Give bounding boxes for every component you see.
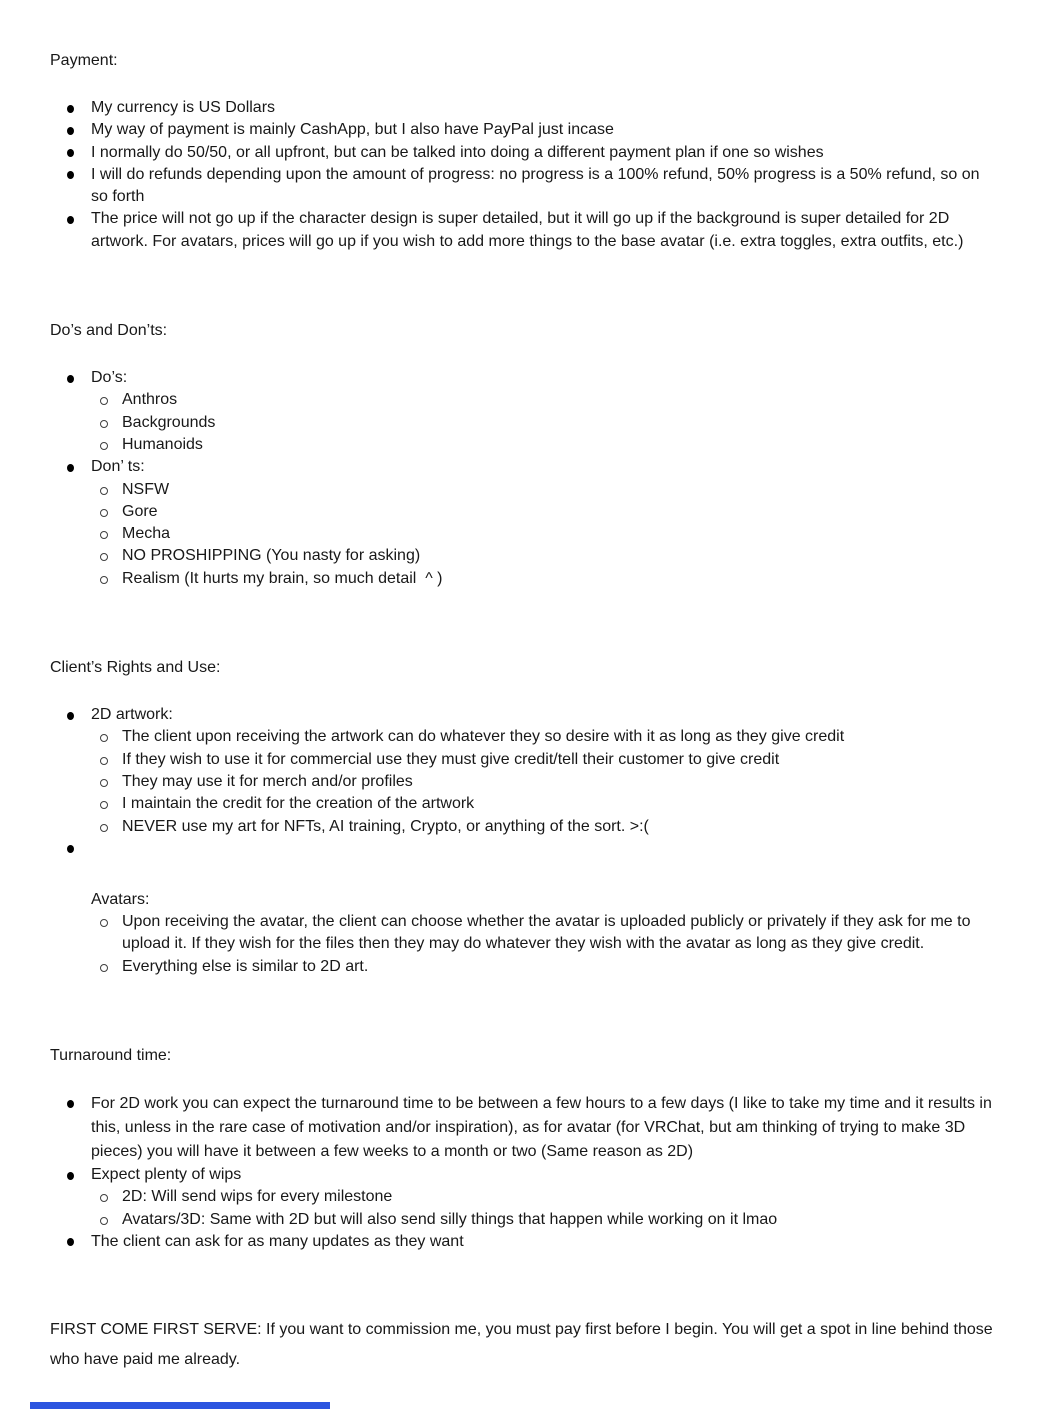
bullet-icon (67, 171, 74, 179)
bullet-icon (67, 216, 74, 224)
bullet-icon (67, 1172, 74, 1180)
sub-bullet-list (91, 389, 995, 456)
sub-list-item-text: NEVER use my art for NFTs, AI training, Crypto, or anything of the sort. >:( (122, 817, 649, 835)
hollow-bullet-icon (100, 1194, 108, 1202)
empty-list-item (50, 838, 995, 860)
bullet-list (50, 1092, 995, 1253)
list-item (50, 142, 995, 164)
sub-list-item-text: Backgrounds (122, 413, 216, 431)
list-item-text: Expect plenty of wips (91, 1166, 242, 1184)
bullet-list (50, 97, 995, 253)
list-item-text: The price will not go up if the character design is super detailed, but it will go up if the background is super detailed for 2D artwork. For avatars, prices will go up if you wish to add more things to the base avatar (i.e. extra toggles, extra outfits, etc.) (91, 210, 964, 250)
hollow-bullet-icon (100, 442, 108, 450)
bullet-icon (67, 845, 74, 853)
sub-list-item-text: Avatars/3D: Same with 2D but will also send silly things that happen while working on it lmao (122, 1210, 778, 1228)
list-item (50, 97, 995, 119)
sub-list-item (91, 771, 995, 793)
list-item-text: I normally do 50/50, or all upfront, but can be talked into doing a different payment plan if one so wishes (91, 143, 824, 161)
hollow-bullet-icon (100, 531, 108, 539)
section-heading: Do’s and Don’ts: (50, 322, 168, 340)
list-item (50, 704, 995, 838)
sub-list-item-text: Everything else is similar to 2D art. (122, 957, 369, 975)
list-item-text: The client can ask for as many updates as they want (91, 1232, 464, 1250)
bullet-icon (67, 375, 74, 383)
section-client-rights (50, 658, 995, 978)
list-item (50, 456, 995, 590)
sub-bullet-list (91, 479, 995, 590)
bullet-icon (67, 712, 74, 720)
section-turnaround-time (50, 1046, 995, 1253)
section-dos-and-donts (50, 321, 995, 590)
list-item-text: Do’s: (91, 369, 128, 387)
sub-list-item-text: Anthros (122, 391, 178, 409)
sub-list-item-text: NO PROSHIPPING (You nasty for asking) (122, 547, 421, 565)
sub-list-item (91, 793, 995, 815)
section-heading: Client’s Rights and Use: (50, 659, 221, 677)
hollow-bullet-icon (100, 1217, 108, 1225)
sub-list-item (91, 545, 995, 567)
hollow-bullet-icon (100, 509, 108, 517)
sub-list-item (91, 726, 995, 748)
list-item (50, 208, 995, 253)
sub-list-item (91, 501, 995, 523)
sub-list-item (91, 523, 995, 545)
bullet-icon (67, 127, 74, 135)
sub-list-item (91, 1186, 995, 1208)
sub-list-item (91, 816, 995, 838)
bullet-icon (67, 1238, 74, 1246)
section-heading: Payment: (50, 52, 118, 69)
bullet-icon (67, 1100, 74, 1108)
hollow-bullet-icon (100, 734, 108, 742)
hollow-bullet-icon (100, 824, 108, 832)
bullet-icon (67, 149, 74, 157)
sub-list-item-text: They may use it for merch and/or profiles (122, 772, 413, 790)
hollow-bullet-icon (100, 576, 108, 584)
avatars-block (50, 889, 995, 978)
list-item-text: I will do refunds depending upon the amount of progress: no progress is a 100% refund, 50% progress is a 50% refund, so on so forth (91, 165, 984, 206)
hollow-bullet-icon (100, 779, 108, 787)
list-item (50, 1092, 995, 1164)
bullet-icon (67, 464, 74, 472)
list-item-text: My way of payment is mainly CashApp, but I also have PayPal just incase (91, 121, 614, 139)
sub-list-item-text: I maintain the credit for the creation of the artwork (122, 795, 475, 813)
sub-list-item-text: The client upon receiving the artwork can do whatever they so desire with it as long as they give credit (122, 728, 845, 746)
bullet-icon (67, 105, 74, 113)
avatars-label: Avatars: (91, 890, 150, 908)
sub-list-item-text: Upon receiving the avatar, the client can choose whether the avatar is uploaded publicly or privately if they ask for me to upload it. If they wish for the files then they may do whatever they wish with the avatar as long as they give credit. (122, 913, 975, 953)
bullet-list (50, 704, 995, 860)
sub-list-item-text: Humanoids (122, 435, 203, 453)
sub-list-item (91, 911, 995, 956)
hollow-bullet-icon (100, 397, 108, 405)
section-heading: Turnaround time: (50, 1047, 172, 1065)
list-item (50, 1164, 995, 1231)
hollow-bullet-icon (100, 553, 108, 561)
list-item-text: 2D artwork: (91, 706, 173, 724)
bullet-list (50, 367, 995, 590)
sub-list-item-text: 2D: Will send wips for every milestone (122, 1188, 393, 1206)
list-item (50, 119, 995, 141)
sub-bullet-list (91, 726, 995, 837)
sub-list-item (91, 479, 995, 501)
sub-list-item-text: Mecha (122, 525, 171, 543)
sub-bullet-list (91, 1186, 995, 1231)
sub-list-item (91, 434, 995, 456)
sub-list-item-text: If they wish to use it for commercial use they must give credit/tell their customer to give credit (122, 750, 780, 768)
sub-list-item (91, 749, 995, 771)
hollow-bullet-icon (100, 801, 108, 809)
list-item-text: Don’ ts: (91, 458, 145, 476)
list-item (50, 367, 995, 456)
hollow-bullet-icon (100, 487, 108, 495)
list-item (50, 1231, 995, 1253)
sub-list-item (91, 956, 995, 978)
section-payment (50, 51, 995, 253)
hollow-bullet-icon (100, 420, 108, 428)
hollow-bullet-icon (100, 919, 108, 927)
list-item-text: For 2D work you can expect the turnaround time to be between a few hours to a few days (I like to take my time and it results in this, unless in the rare case of motivation and/or inspiration), as for avatar (for VRChat, but am thinking of trying to make 3D pieces) you will have it between a few weeks to a month or two (Same reason as 2D) (91, 1095, 997, 1161)
hollow-bullet-icon (100, 757, 108, 765)
sub-list-item (91, 412, 995, 434)
sub-list-item-text: Gore (122, 502, 158, 520)
sub-list-item (91, 568, 995, 590)
list-item-text: My currency is US Dollars (91, 99, 276, 116)
sub-bullet-list (91, 911, 995, 978)
sub-list-item-text: Realism (It hurts my brain, so much detail ^ ) (122, 569, 443, 587)
list-item (50, 164, 995, 209)
sub-list-item (91, 1209, 995, 1231)
sub-list-item-text: NSFW (122, 480, 170, 498)
sub-list-item (91, 389, 995, 411)
closing-paragraph: FIRST COME FIRST SERVE: If you want to commission me, you must pay first before I begin. You will get a spot in line behind those who have paid me already. (50, 1321, 993, 1369)
bottom-blue-bar (30, 1402, 330, 1409)
hollow-bullet-icon (100, 964, 108, 972)
